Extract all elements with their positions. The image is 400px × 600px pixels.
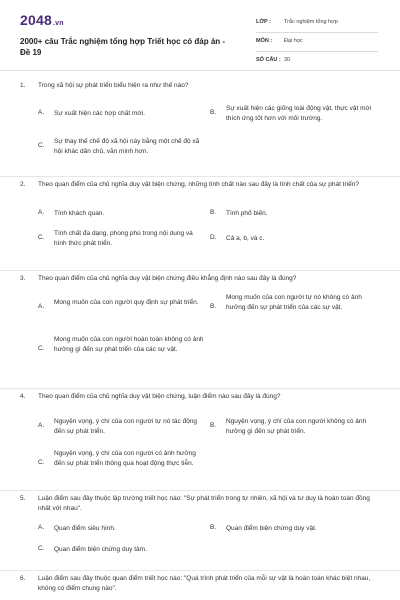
- option-letter: A.: [38, 109, 45, 116]
- question-item: [0, 271, 400, 389]
- option-letter: B.: [210, 209, 217, 216]
- document-header: [0, 0, 400, 75]
- question-item: [0, 571, 400, 600]
- option-letter: B.: [210, 303, 217, 310]
- option-text: Sự thay thế chế độ xã hội này bằng một chế độ xã hội khác dân chủ, văn minh hơn.: [54, 138, 200, 155]
- question-text: Theo quan điểm của chủ nghĩa duy vật biện chứng điều khẳng định nào sau đây là đúng?: [38, 275, 297, 282]
- meta-row-class: [256, 14, 378, 33]
- option-letter: C.: [38, 345, 45, 352]
- question-text: Theo quan điểm của chủ nghĩa duy vật biện chứng, luận điểm nào sau đây là đúng?: [38, 393, 281, 400]
- option-text: Mong muốn của con người hoàn toàn không có ảnh hưởng gì đến sự phát triển của các sự vật.: [54, 336, 204, 353]
- option-text: Nguyện vọng, ý chí của con người tự nó tác động đến sự phát triển.: [54, 418, 198, 435]
- option-letter: A.: [38, 524, 45, 531]
- option-text: Quan điểm siêu hình.: [54, 525, 116, 532]
- option-letter: B.: [210, 524, 217, 531]
- option-text: Tính chất đa dạng, phong phú trong nội dung và hình thức phát triển.: [54, 230, 193, 247]
- question-item: [0, 177, 400, 271]
- option-letter: C.: [38, 142, 45, 149]
- option-text: Sự xuất hiện các giống loài động vật, thực vật mới thích ứng tốt hơn với môi trường.: [226, 105, 372, 122]
- question-text: Theo quan điểm của chủ nghĩa duy vật biện chứng, những tính chất nào sau đây là tính chất của sự phát triển?: [38, 181, 359, 188]
- option-text: Nguyện vọng, ý chí của con người có ảnh hưởng đến sự phát triển thông qua hoạt động thực tiễn.: [54, 450, 196, 467]
- option-text: Tính phổ biến.: [226, 210, 268, 217]
- option-text: Nguyện vọng, ý chí của con người không có ảnh hưởng gì đến sự phát triển.: [226, 418, 367, 435]
- meta-label: LỚP :: [256, 19, 271, 25]
- question-item: [0, 491, 400, 571]
- question-item: [0, 79, 400, 177]
- meta-row-question-count: [256, 52, 378, 71]
- option-text: Sự xuất hiện các hợp chất mới.: [54, 110, 145, 117]
- option-text: Quan điểm biện chứng duy vật.: [226, 525, 317, 532]
- meta-label: SỐ CÂU :: [256, 57, 281, 63]
- option-letter: D.: [210, 234, 217, 241]
- question-number: 3.: [20, 275, 26, 282]
- meta-row-subject: [256, 33, 378, 52]
- option-text: Tính khách quan.: [54, 210, 105, 217]
- question-number: 5.: [20, 495, 26, 502]
- option-letter: A.: [38, 422, 45, 429]
- option-text: Mong muốn của con người tự nó không có ảnh hưởng đến sự phát triển của các sự vật.: [226, 294, 362, 311]
- question-number: 1.: [20, 82, 26, 89]
- option-letter: A.: [38, 209, 45, 216]
- option-letter: B.: [210, 109, 217, 116]
- option-letter: C.: [38, 545, 45, 552]
- option-letter: B.: [210, 422, 217, 429]
- meta-value: 30: [284, 57, 291, 63]
- question-text: Trong xã hội sự phát triển biểu hiện ra như thế nào?: [38, 82, 189, 89]
- site-logo[interactable]: 2048.vn: [20, 12, 64, 28]
- document-meta: [256, 14, 378, 71]
- document-title: 2000+ câu Trắc nghiệm tổng hợp Triết học có đáp án - Đề 19: [20, 37, 226, 57]
- question-number: 6.: [20, 575, 26, 582]
- question-item: [0, 389, 400, 491]
- meta-label: MÔN :: [256, 38, 273, 44]
- header-divider: [0, 70, 400, 71]
- option-letter: C.: [38, 234, 45, 241]
- option-text: Cả a, b, và c.: [226, 235, 265, 242]
- question-text: Luận điểm sau đây thuộc lập trường triết học nào: "Sự phát triển trong tự nhiên, xã hội và tư duy là hoàn toàn đồng nhất với nhau".: [38, 495, 370, 512]
- question-list: [0, 79, 400, 600]
- meta-value: Đại học: [284, 38, 303, 44]
- question-text: Luận điểm sau đây thuộc quan điểm triết học nào: "Quá trình phát triển của mỗi sự vật là hoàn toàn khác biệt nhau, không có điểm chung nào".: [38, 575, 371, 592]
- option-text: Quan điểm biện chứng duy tâm.: [54, 546, 147, 553]
- option-letter: A.: [38, 303, 45, 310]
- option-letter: C.: [38, 459, 45, 466]
- meta-value: Trắc nghiệm tổng hợp: [284, 19, 338, 25]
- question-number: 4.: [20, 393, 26, 400]
- question-number: 2.: [20, 181, 26, 188]
- option-text: Mong muốn của con người quy định sự phát triển.: [54, 299, 199, 306]
